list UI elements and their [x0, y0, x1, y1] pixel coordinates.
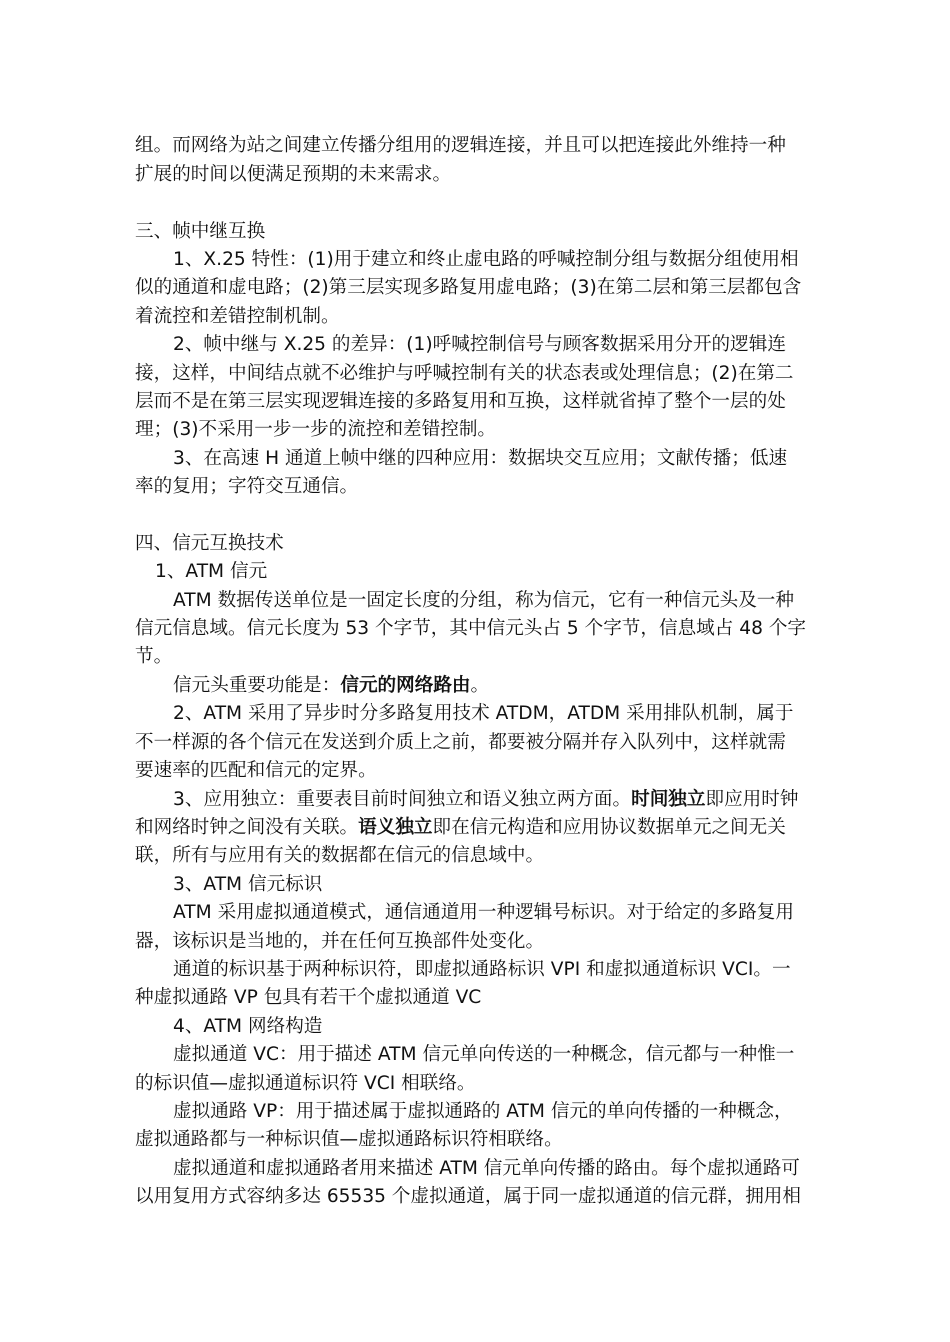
text-line: 层而不是在第三层实现逻辑连接的多路复用和互换，这样就省掉了整个一层的处: [135, 391, 786, 412]
bold-phrase: 语义独立: [358, 817, 433, 838]
text-line: 器，该标识是当地的，并在任何互换部件处变化。: [135, 931, 545, 952]
text-line: 的标识值—虚拟通道标识符 VCI 相联络。: [135, 1073, 476, 1094]
text-line: 虚拟通道 VC：用于描述 ATM 信元单向传送的一种概念，信元都与一种惟一: [173, 1044, 795, 1065]
text-line: 2、ATM 采用了异步时分多路复用技术 ATDM，ATDM 采用排队机制，属于: [173, 703, 794, 724]
text-line: 2、帧中继与 X.25 的差异：(1)呼喊控制信号与顾客数据采用分开的逻辑连: [173, 334, 786, 355]
text-line: 虚拟通路 VP：用于描述属于虚拟通路的 ATM 信元的单向传播的一种概念，: [173, 1101, 793, 1122]
text-line: 率的复用；字符交互通信。: [135, 476, 359, 497]
text-line: 3、在高速 H 通道上帧中继的四种应用：数据块交互应用；文献传播；低速: [173, 448, 788, 469]
text-line: 通道的标识基于两种标识符，即虚拟通路标识 VPI 和虚拟通道标识 VCI。一: [173, 959, 791, 980]
subsection-heading: 4、ATM 网络构造: [173, 1016, 323, 1037]
text-line: 扩展的时间以便满足预期的未来需求。: [135, 164, 452, 185]
text-line: 似的通道和虚电路；(2)第三层实现多路复用虚电路；(3)在第二层和第三层都包含: [135, 277, 802, 298]
text-line: 不一样源的各个信元在发送到介质上之前，都要被分隔并存入队列中，这样就需: [135, 732, 786, 753]
text-line: 要速率的匹配和信元的定界。: [135, 760, 377, 781]
text-line: 以用复用方式容纳多达 65535 个虚拟通道，属于同一虚拟通道的信元群，拥用相: [135, 1186, 801, 1207]
subsection-heading: 1、ATM 信元: [155, 561, 268, 582]
bold-phrase: 时间独立: [631, 789, 706, 810]
text-line: ATM 采用虚拟通道模式，通信通道用一种逻辑号标识。对于给定的多路复用: [173, 902, 794, 923]
bold-phrase: 信元的网络路由: [340, 675, 471, 696]
text-line: 种虚拟通路 VP 包具有若干个虚拟通道 VC: [135, 987, 482, 1008]
text-line: ATM 数据传送单位是一固定长度的分组，称为信元，它有一种信元头及一种: [173, 590, 794, 611]
text-line: 节。: [135, 646, 173, 667]
subsection-heading: 3、ATM 信元标识: [173, 874, 323, 895]
text-line: 着流控和差错控制机制。: [135, 306, 340, 327]
text-line: 虚拟通路都与一种标识值—虚拟通路标识符相联络。: [135, 1129, 563, 1150]
text-line: 3、应用独立：重要表目前时间独立和语义独立两方面。时间独立即应用时钟: [173, 789, 799, 810]
text-line: 联，所有与应用有关的数据都在信元的信息域中。: [135, 845, 545, 866]
text-line: 接，这样，中间结点就不必维护与呼喊控制有关的状态表或处理信息；(2)在第二: [135, 363, 794, 384]
text-line: 组。而网络为站之间建立传播分组用的逻辑连接，并且可以把连接此外维持一种: [135, 135, 786, 156]
text-line: 和网络时钟之间没有关联。语义独立即在信元构造和应用协议数据单元之间无关: [135, 817, 786, 838]
text-line: 虚拟通道和虚拟通路者用来描述 ATM 信元单向传播的路由。每个虚拟通路可: [173, 1158, 800, 1179]
text-line: 信元信息域。信元长度为 53 个字节，其中信元头占 5 个字节，信息域占 48 个字: [135, 618, 807, 639]
section-heading: 四、信元互换技术: [135, 533, 284, 554]
text-line: 1、X.25 特性：(1)用于建立和终止虚电路的呼喊控制分组与数据分组使用相: [173, 249, 799, 270]
section-heading: 三、帧中继互换: [135, 221, 266, 242]
text-line: 理；(3)不采用一步一步的流控和差错控制。: [135, 419, 497, 440]
text-line: 信元头重要功能是：信元的网络路由。: [173, 675, 490, 696]
